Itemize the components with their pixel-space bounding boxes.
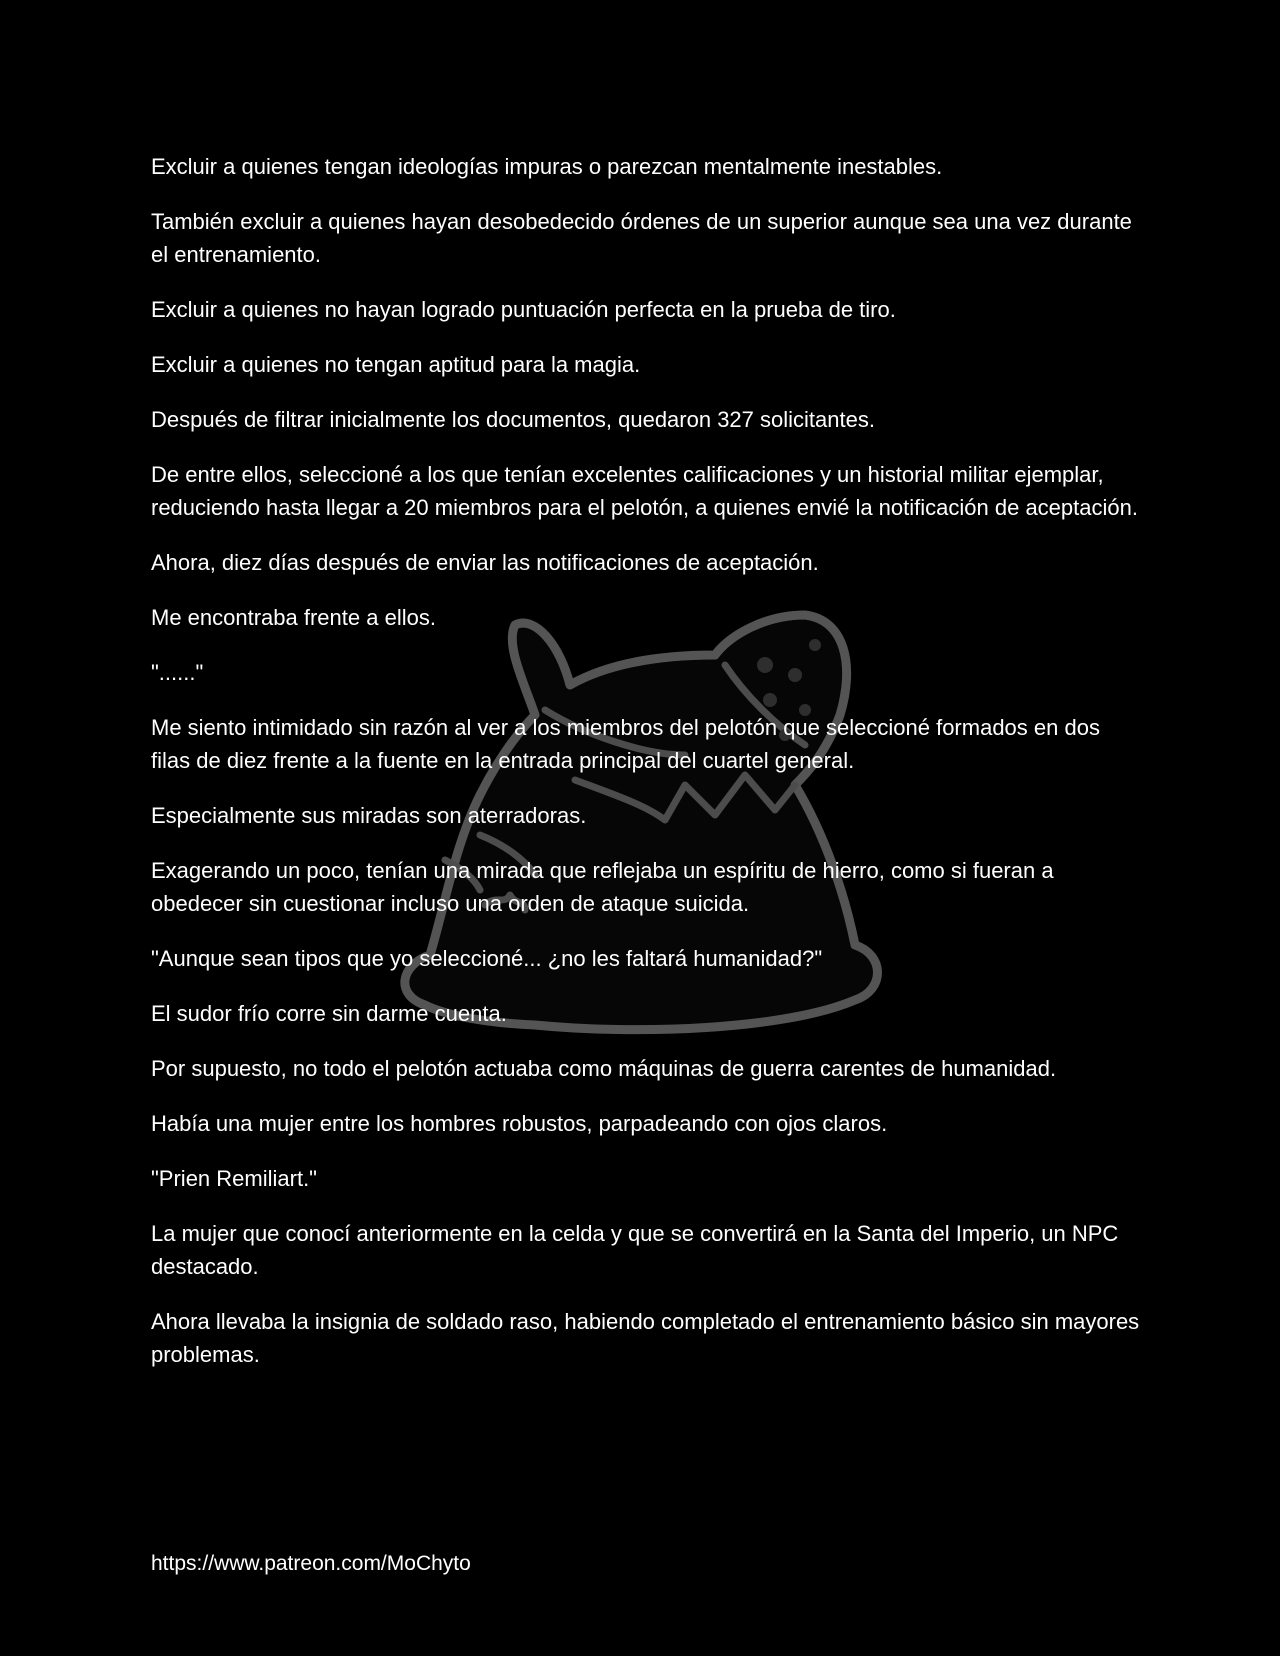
paragraph: "Aunque sean tipos que yo seleccioné... ¿no les faltará humanidad?" [151, 946, 823, 971]
paragraph: La mujer que conocí anteriormente en la celda y que se convertirá en la Santa del Imperio, un NPC destacado. [151, 1221, 1119, 1279]
paragraph: Excluir a quienes tengan ideologías impuras o parezcan mentalmente inestables. [151, 154, 943, 179]
paragraph: También excluir a quienes hayan desobedecido órdenes de un superior aunque sea una vez durante el entrenamiento. [151, 209, 1132, 267]
paragraph: Después de filtrar inicialmente los documentos, quedaron 327 solicitantes. [151, 407, 875, 432]
patreon-link[interactable]: https://www.patreon.com/MoChyto [151, 1552, 471, 1575]
paragraph: Me encontraba frente a ellos. [151, 605, 436, 630]
paragraph: El sudor frío corre sin darme cuenta. [151, 1001, 507, 1026]
paragraph: "......" [151, 660, 204, 685]
paragraph: Ahora, diez días después de enviar las notificaciones de aceptación. [151, 550, 819, 575]
paragraph: Ahora llevaba la insignia de soldado raso, habiendo completado el entrenamiento básico sin mayores problemas. [151, 1309, 1140, 1367]
paragraph: Me siento intimidado sin razón al ver a los miembros del pelotón que seleccioné formados en dos filas de diez frente a la fuente en la entrada principal del cuartel general. [151, 715, 1100, 773]
paragraph: Exagerando un poco, tenían una mirada que reflejaba un espíritu de hierro, como si fueran a obedecer sin cuestionar incluso una orden de ataque suicida. [151, 858, 1054, 916]
paragraph: Especialmente sus miradas son aterradoras. [151, 803, 587, 828]
paragraph: De entre ellos, seleccioné a los que tenían excelentes calificaciones y un historial militar ejemplar, reduciendo hasta llegar a 20 miembros para el pelotón, a quienes envié la notificación de aceptación. [151, 462, 1138, 520]
paragraph: Excluir a quienes no hayan logrado puntuación perfecta en la prueba de tiro. [151, 297, 896, 322]
paragraph: "Prien Remiliart." [151, 1166, 317, 1191]
paragraph: Excluir a quienes no tengan aptitud para la magia. [151, 352, 641, 377]
chapter-text [151, 150, 1141, 1393]
paragraph: Por supuesto, no todo el pelotón actuaba como máquinas de guerra carentes de humanidad. [151, 1056, 1057, 1081]
paragraph: Había una mujer entre los hombres robustos, parpadeando con ojos claros. [151, 1111, 888, 1136]
